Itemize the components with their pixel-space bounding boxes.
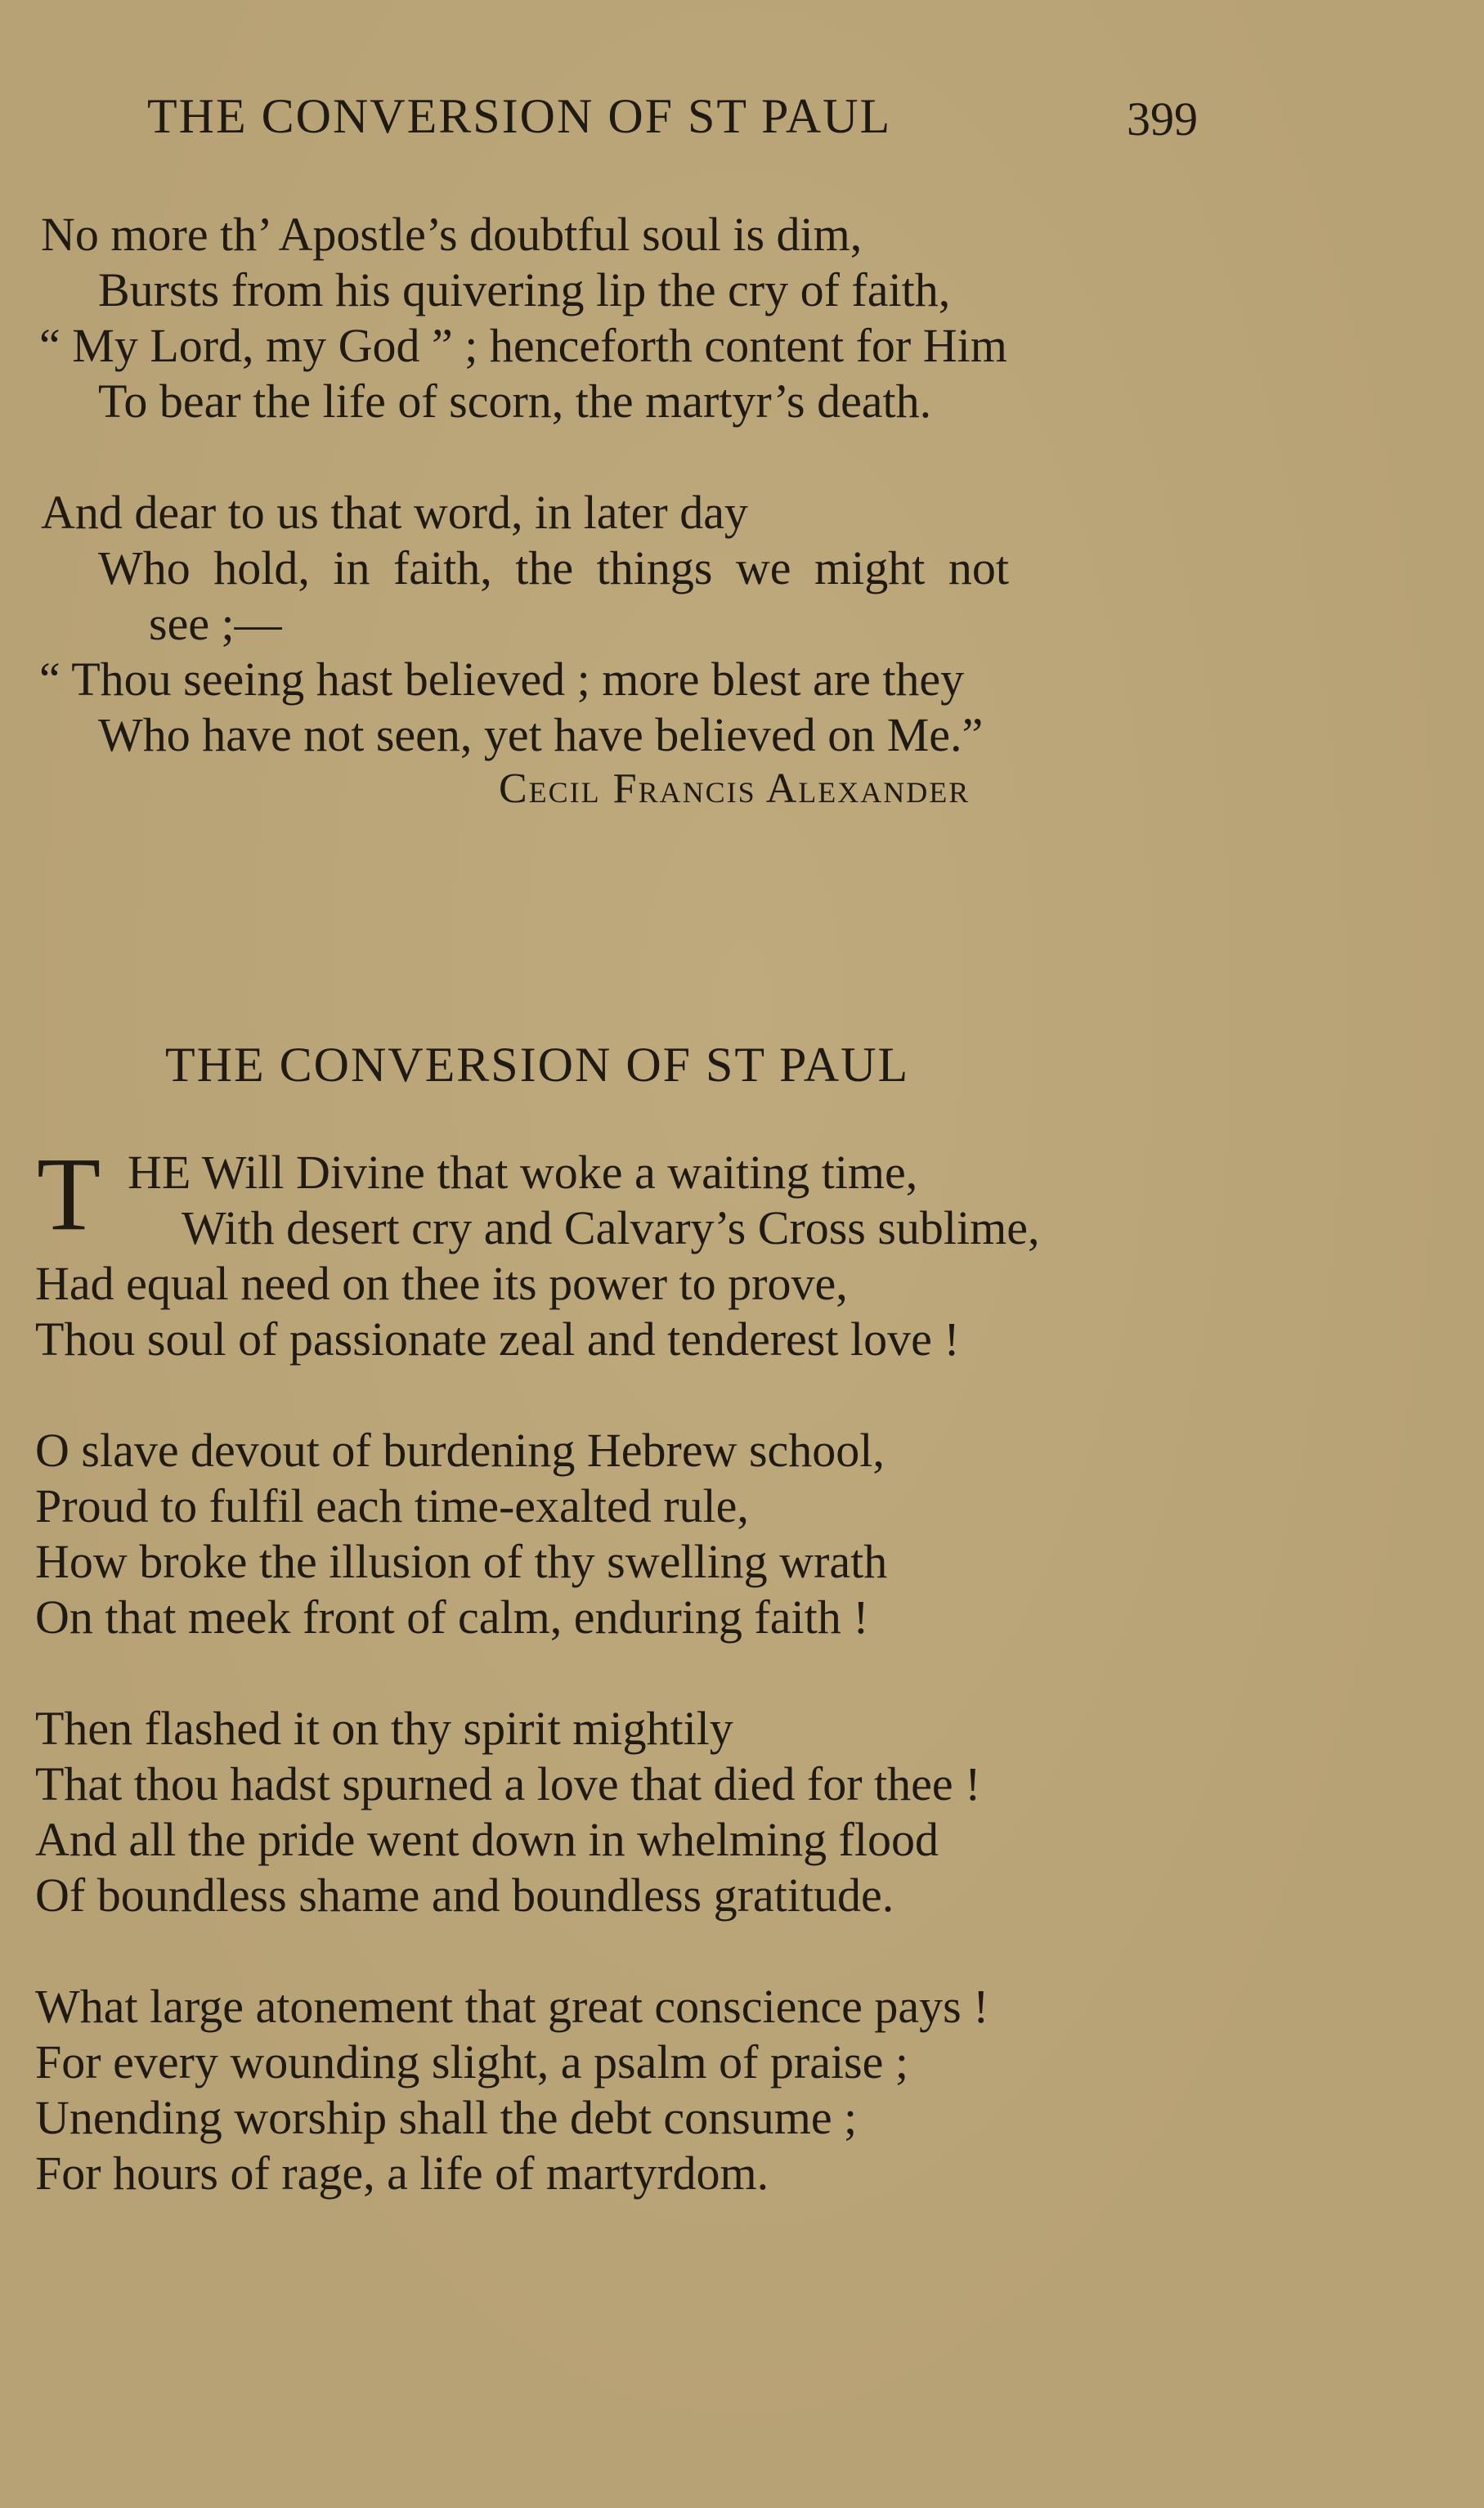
poem-line: Bursts from his quivering lip the cry of faith, bbox=[98, 263, 951, 316]
poem-line: Proud to fulfil each time-exalted rule, bbox=[35, 1479, 749, 1532]
poem-line: On that meek front of calm, enduring faith ! bbox=[35, 1590, 869, 1644]
poem-line: For hours of rage, a life of martyrdom. bbox=[35, 2147, 769, 2200]
drop-cap: T bbox=[37, 1136, 101, 1252]
poem-line: What large atonement that great conscience pays ! bbox=[35, 1980, 989, 2033]
poem-line: Thou soul of passionate zeal and tenderest love ! bbox=[35, 1312, 960, 1366]
poem-line: Of boundless shame and boundless gratitude. bbox=[35, 1869, 894, 1922]
poem-line: “ My Lord, my God ” ; henceforth content for Him bbox=[39, 319, 1007, 372]
poem-line: To bear the life of scorn, the martyr’s death. bbox=[98, 375, 932, 428]
running-header: THE CONVERSION OF ST PAUL bbox=[147, 89, 892, 143]
poem-line: Who hold, in faith, the things we might not bbox=[98, 541, 1010, 594]
poem-line: Had equal need on thee its power to prove, bbox=[35, 1257, 848, 1310]
poem-line: No more th’ Apostle’s doubtful soul is dim, bbox=[41, 208, 863, 261]
poem-line: That thou hadst spurned a love that died for thee ! bbox=[35, 1757, 981, 1810]
poem-line: And dear to us that word, in later day bbox=[41, 486, 748, 539]
poem-line: see ;— bbox=[149, 597, 282, 650]
poem-line: Then flashed it on thy spirit mightily bbox=[35, 1702, 733, 1755]
poem-line: And all the pride went down in whelming flood bbox=[35, 1813, 939, 1866]
poem-line: How broke the illusion of thy swelling wrath bbox=[35, 1535, 888, 1588]
poem-line: “ Thou seeing hast believed ; more blest are they bbox=[39, 653, 965, 706]
poem-line: Unending worship shall the debt consume ; bbox=[35, 2091, 858, 2144]
poem-title: THE CONVERSION OF ST PAUL bbox=[165, 1038, 910, 1092]
poem-line: HE Will Divine that woke a waiting time, bbox=[128, 1146, 918, 1199]
poem-attribution: Cecil Francis Alexander bbox=[499, 765, 971, 812]
poem-line: O slave devout of burdening Hebrew school, bbox=[35, 1424, 885, 1477]
poem-line: Who have not seen, yet have believed on Me.” bbox=[98, 708, 984, 761]
poem-line: With desert cry and Calvary’s Cross sublime, bbox=[182, 1201, 1040, 1254]
page-number: 399 bbox=[1127, 92, 1198, 146]
poem-line: For every wounding slight, a psalm of praise ; bbox=[35, 2035, 908, 2089]
